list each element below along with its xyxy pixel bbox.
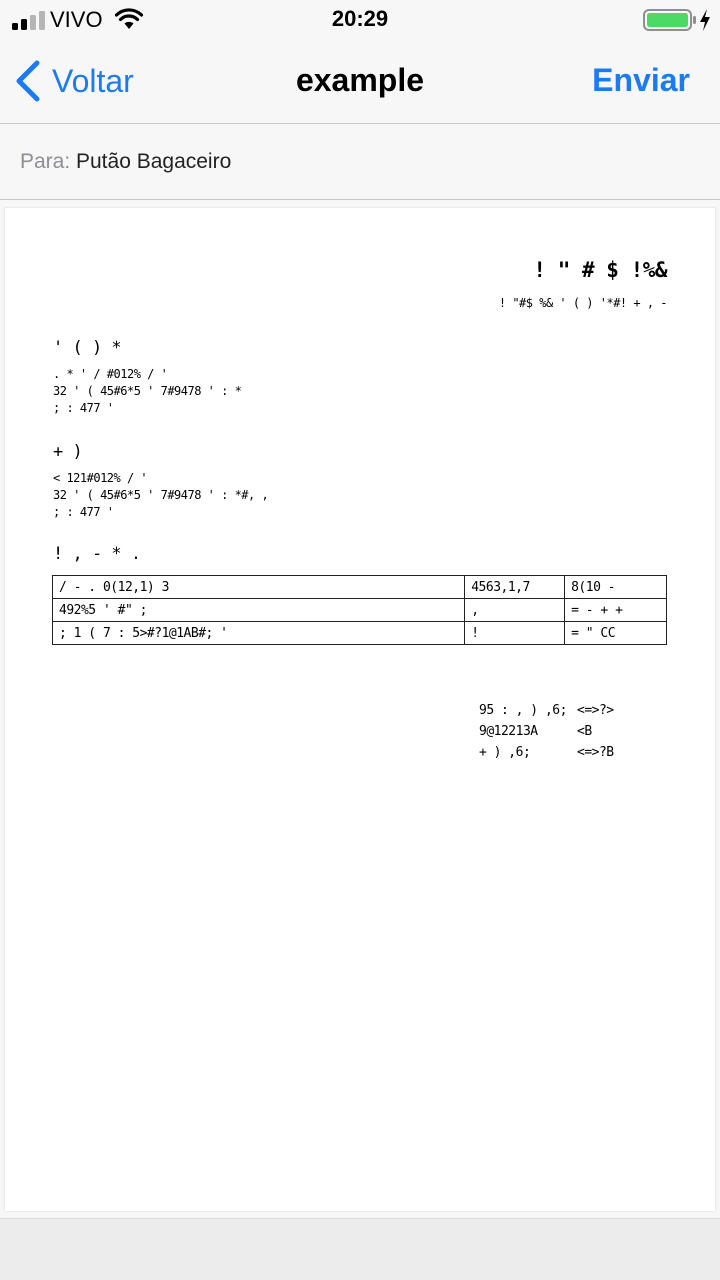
table-cell: / - . 0(12,1) 3	[53, 576, 465, 599]
table-row	[53, 599, 667, 622]
document-table	[52, 575, 667, 645]
section-heading: + )	[53, 442, 83, 462]
charging-bolt-icon	[698, 8, 712, 32]
summary-row	[479, 745, 614, 766]
table-cell: = - + +	[565, 599, 667, 622]
section-heading: ! , - * .	[53, 544, 141, 564]
battery-icon	[643, 9, 699, 31]
summary-value: <=>?B	[577, 745, 614, 760]
status-time: 20:29	[331, 6, 389, 31]
carrier-name: VIVO	[50, 7, 103, 32]
summary-value: <=>?>	[577, 703, 614, 718]
summary-label: 95 : , ) ,6;	[479, 703, 567, 718]
table-cell: ; 1 ( 7 : 5>#?1@1AB#; '	[53, 622, 465, 645]
document-summary	[479, 703, 614, 766]
bottom-toolbar	[0, 1218, 720, 1280]
section-line: 32 ' ( 45#6*5 ' 7#9478 ' : *	[53, 384, 242, 398]
summary-row	[479, 724, 614, 745]
summary-row	[479, 703, 614, 724]
table-row	[53, 622, 667, 645]
document-section-2	[53, 442, 268, 521]
recipient-label: Para:	[20, 150, 71, 173]
table-cell: = " CC	[565, 622, 667, 645]
back-label: Voltar	[52, 62, 134, 99]
table-row	[53, 576, 667, 599]
recipient-name[interactable]: Putão Bagaceiro	[76, 150, 232, 173]
navigation-bar	[0, 40, 720, 124]
section-line: . * ' / #012% / '	[53, 367, 168, 381]
recipient-row[interactable]	[0, 124, 720, 200]
table-cell: ,	[465, 599, 565, 622]
table-cell: 492%5 ' #" ;	[53, 599, 465, 622]
summary-label: + ) ,6;	[479, 745, 531, 760]
send-button[interactable]: Enviar	[592, 62, 690, 98]
section-line: ; : 477 '	[53, 401, 114, 415]
summary-label: 9@12213A	[479, 724, 538, 739]
document-title: ! " # $ !%&	[533, 258, 667, 282]
summary-value: <B	[577, 724, 592, 739]
document-subtitle: ! "#$ %& ' ( ) '*#! + , -	[498, 296, 667, 310]
section-line: 32 ' ( 45#6*5 ' 7#9478 ' : *#, ,	[53, 488, 269, 502]
table-cell: 4563,1,7	[465, 576, 565, 599]
table-cell: !	[465, 622, 565, 645]
status-bar	[0, 0, 720, 40]
section-line: < 121#012% / '	[53, 471, 148, 485]
page-title: example	[295, 62, 425, 98]
section-heading: ' ( ) *	[53, 338, 122, 358]
section-line: ; : 477 '	[53, 505, 114, 519]
document-section-1	[53, 338, 241, 417]
table-cell: 8(10 -	[565, 576, 667, 599]
document-preview[interactable]	[5, 208, 715, 1211]
